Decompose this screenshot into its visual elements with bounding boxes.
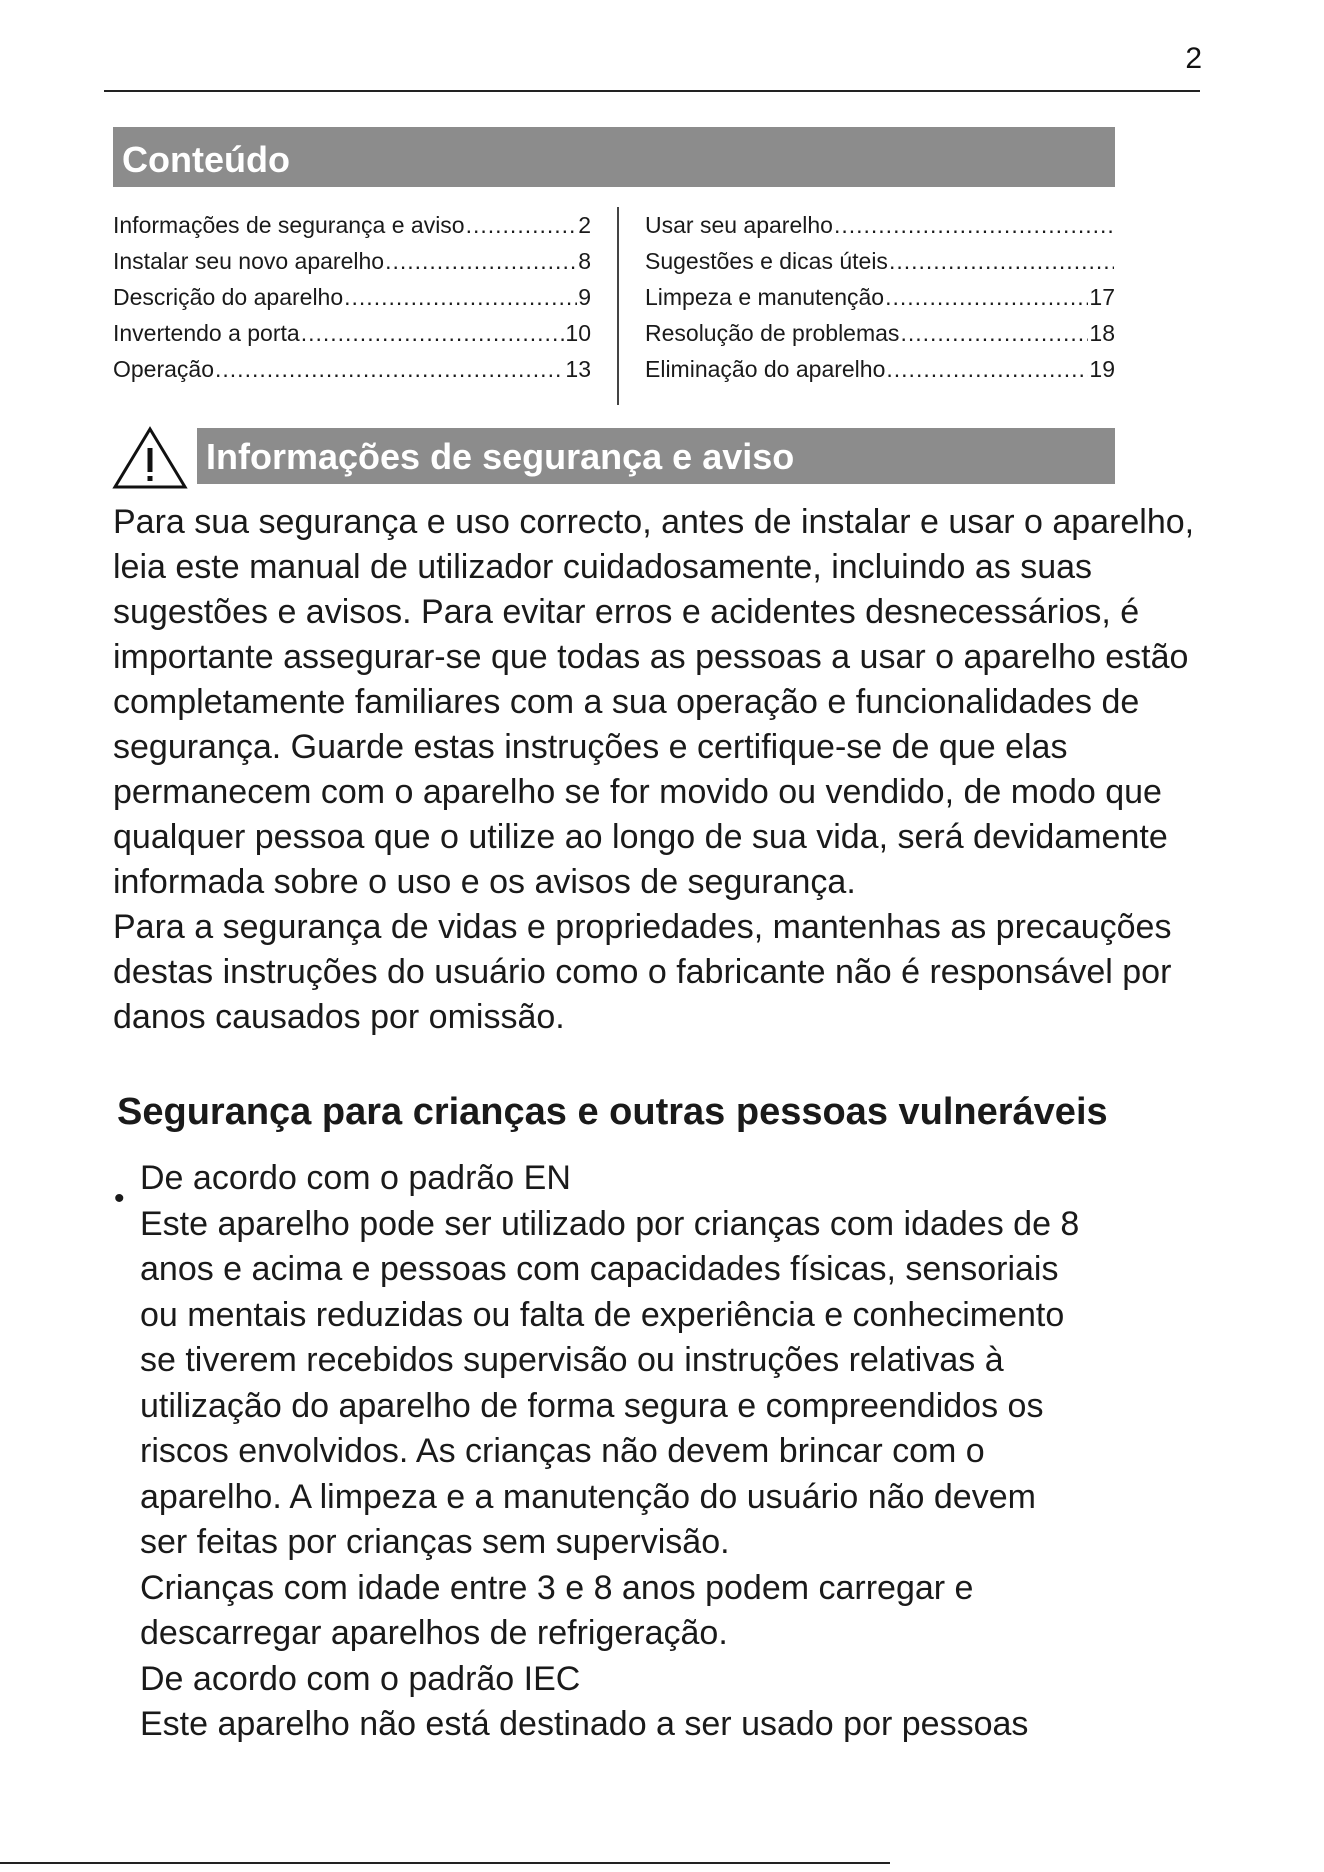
text-line: Crianças com idade entre 3 e 8 anos podem carregar e	[140, 1568, 974, 1607]
text-line: aparelho. A limpeza e a manutenção do usuário não devem	[140, 1477, 1036, 1516]
toc-entry[interactable]	[113, 243, 591, 279]
toc-entry-page: 13	[565, 356, 591, 382]
toc-entry-title: Operação	[113, 356, 215, 382]
toc-left-column	[113, 207, 591, 387]
toc-entry-page: 8	[578, 248, 591, 274]
text-line: riscos envolvidos. As crianças não devem brincar com o	[140, 1432, 985, 1470]
toc-entry[interactable]	[113, 279, 591, 315]
text-line: descarregar aparelhos de refrigeração.	[140, 1614, 728, 1652]
toc-leader-dots	[885, 279, 1088, 315]
toc-entry[interactable]	[113, 315, 591, 351]
toc-leader-dots	[886, 351, 1088, 387]
safety-liability-text: Para a segurança de vidas e propriedades, mantenhas as precauções destas instruções do usuário como o fabricante não é responsável por danos causados por omissão.	[113, 908, 1172, 1036]
toc-leader-dots	[889, 243, 1114, 279]
toc-leader-dots	[344, 279, 577, 315]
toc-entry-page: 2	[578, 212, 591, 238]
text-line: ser feitas por crianças sem supervisão.	[140, 1523, 730, 1561]
toc-leader-dots	[215, 351, 564, 387]
warning-triangle-icon	[112, 426, 188, 490]
toc-entry[interactable]	[645, 243, 1115, 279]
toc-column-divider	[617, 207, 619, 405]
text-line: Este aparelho pode ser utilizado por crianças com idades de 8	[140, 1204, 1080, 1243]
toc-entry[interactable]	[113, 351, 591, 387]
safety-intro-text: Para sua segurança e uso correcto, antes de instalar e usar o aparelho, leia este manual de utilizador cuidadosamente, incluindo as suas sugestões e avisos. Para evitar erros e acidentes desnecessários, é importante assegurar-se que todas as pessoas a usar o aparelho estão completamente familiares com a sua operação e funcionalidades de segurança. Guarde estas instruções e certifique-se de que elas permanecem com o aparelho se for movido ou vendido, de modo que qualquer pessoa que o utilize ao longo de sua vida, será devidamente informada sobre o uso e os avisos de segurança.	[113, 503, 1195, 901]
toc-entry-page: 18	[1089, 320, 1115, 346]
text-line: De acordo com o padrão EN	[140, 1159, 571, 1197]
text-line: De acordo com o padrão IEC	[140, 1659, 581, 1698]
text-line: Este aparelho não está destinado a ser usado por pessoas	[140, 1705, 1029, 1743]
toc-entry-page: 19	[1089, 356, 1115, 382]
toc-entry[interactable]	[645, 315, 1115, 351]
toc-leader-dots	[301, 315, 565, 351]
toc-leader-dots	[385, 243, 577, 279]
toc-entry-title: Descrição do aparelho	[113, 284, 344, 310]
children-safety-heading: Segurança para crianças e outras pessoas vulneráveis	[117, 1091, 1108, 1133]
toc-leader-dots	[900, 315, 1088, 351]
toc-leader-dots	[834, 207, 1114, 243]
toc-entry-page: 17	[1089, 284, 1115, 310]
toc-entry-title: Usar seu aparelho	[645, 212, 833, 238]
toc-leader-dots	[466, 207, 578, 243]
toc-entry-title: Resolução de problemas	[645, 320, 900, 346]
toc-entry-title: Informações de segurança e aviso	[113, 212, 465, 238]
toc-entry-title: Limpeza e manutenção	[645, 284, 885, 310]
toc-entry-page: 10	[565, 320, 591, 346]
header-rule	[104, 90, 1200, 92]
text-line: ou mentais reduzidas ou falta de experiência e conhecimento	[140, 1295, 1065, 1334]
toc-heading: Conteúdo	[113, 127, 1115, 187]
toc-entry-title: Invertendo a porta	[113, 320, 300, 346]
toc-entry[interactable]	[645, 351, 1115, 387]
toc-entry-title: Sugestões e dicas úteis	[645, 248, 888, 274]
safety-heading: Informações de segurança e aviso	[197, 428, 1115, 484]
footer-rule	[0, 1862, 890, 1864]
safety-intro-paragraph	[113, 500, 1233, 1040]
text-line: anos e acima e pessoas com capacidades físicas, sensoriais	[140, 1250, 1059, 1288]
toc-right-column	[645, 207, 1115, 387]
bullet-marker: •	[114, 1182, 125, 1215]
toc-entry[interactable]	[645, 279, 1115, 315]
toc-entry[interactable]	[645, 207, 1115, 243]
toc-entry-title: Eliminação do aparelho	[645, 356, 886, 382]
text-line: se tiverem recebidos supervisão ou instruções relativas à	[140, 1341, 1004, 1379]
page-number: 2	[1185, 42, 1202, 75]
children-safety-text	[140, 1156, 1230, 1748]
toc-entry-page: 9	[578, 284, 591, 310]
text-line: utilização do aparelho de forma segura e compreendidos os	[140, 1386, 1044, 1425]
toc-entry-title: Instalar seu novo aparelho	[113, 248, 385, 274]
toc-entry[interactable]	[113, 207, 591, 243]
